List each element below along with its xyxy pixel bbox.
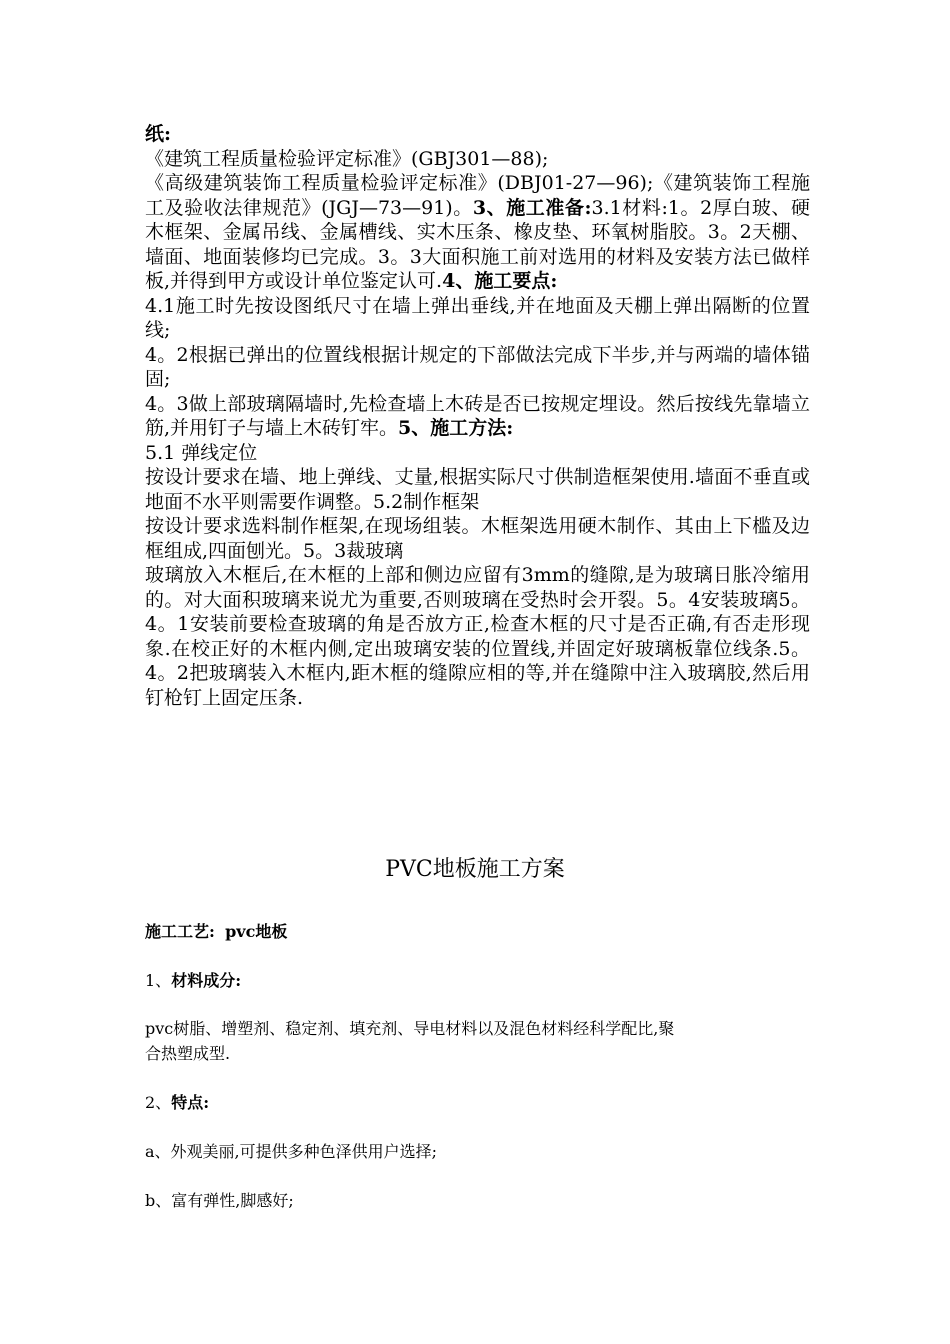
section-heading: 纸:: [145, 123, 172, 145]
item2-number: 2、: [145, 1093, 172, 1112]
heading-preparation: 3、施工准备:: [472, 196, 592, 219]
pvc-floor-title: PVC地板施工方案: [385, 857, 565, 882]
item1-heading: [145, 968, 810, 993]
key-point-4-1: 4.1施工时先按设图纸尺寸在墙上弹出垂线,并在地面及天棚上弹出隔断的位置线;: [145, 294, 810, 341]
item1-label: 材料成分:: [171, 971, 242, 990]
method-5-1-body: 按设计要求在墙、地上弹线、丈量,根据实际尺寸供制造框架使用.墙面不垂直或地面不水平则需要作调整。5.2制作框架: [145, 466, 810, 513]
standard-reference: 《建筑工程质量检验评定标准》(GBJ301—88);: [145, 147, 549, 170]
feature-a: a、外观美丽,可提供多种色泽供用户选择;: [145, 1142, 438, 1161]
method-5-3-body: 玻璃放入木框后,在木框的上部和侧边应留有3mm的缝隙,是为玻璃日胀冷缩用的。对大面积玻璃来说尤为重要,否则玻璃在受热时会开裂。5。4安装玻璃5。4。1安装前要检查玻璃的角是否放方正,检查木框的尺寸是否正确,有否走形现象.在校正好的木框内侧,定出玻璃安装的位置线,并固定好玻璃板靠位线条.5。4。2把玻璃装入木框内,距木框的缝隙应相的等,并在缝隙中注入玻璃胶,然后用钉枪钉上固定压条.: [145, 564, 810, 709]
item1-number: 1、: [145, 971, 172, 990]
key-point-4-3-text: 4。3做上部玻璃隔墙时,先检查墙上木砖是否已按规定埋设。然后按线先靠墙立筋,并用钉子与墙上木砖钉牢。: [145, 392, 810, 439]
preparation-text: 3.1材料:1。2厚白玻、硬木框架、金属吊线、金属槽线、实木压条、橡皮垫、环氧树脂胶。3。2天棚、墙面、地面装修均已完成。3。3大面积施工前对选用的材料及安装方法已做样板,并得到甲方或设计单位鉴定认可.: [145, 196, 811, 292]
item1-body-line-2: 合热塑成型.: [145, 1044, 231, 1063]
method-5-1-heading: 5.1 弹线定位: [145, 441, 258, 464]
item2-heading: [145, 1090, 810, 1115]
feature-b: b、富有弹性,脚感好;: [145, 1191, 294, 1210]
glass-partition-section: [145, 122, 810, 710]
craft-line: [145, 919, 810, 944]
item2-label: 特点:: [171, 1093, 210, 1112]
standards-and-preparation: [145, 171, 810, 294]
key-point-4-3: [145, 392, 810, 441]
item1-body-line-1: pvc树脂、增塑剂、稳定剂、填充剂、导电材料以及混色材料经科学配比,聚: [145, 1019, 675, 1038]
key-point-4-2: 4。2根据已弹出的位置线根据计规定的下部做法完成下半步,并与两端的墙体锚固;: [145, 343, 810, 390]
heading-key-points: 4、施工要点:: [442, 270, 558, 292]
method-5-2-body: 按设计要求选料制作框架,在现场组装。木框架选用硬木制作、其由上下槛及边框组成,四面刨光。5。3裁玻璃: [145, 515, 810, 562]
heading-method: 5、施工方法:: [398, 417, 514, 439]
craft-value: pvc地板: [225, 922, 288, 941]
standards-text: 《高级建筑装饰工程质量检验评定标准》(DBJ01-27—96);《建筑装饰工程施工及验收法律规范》(JGJ—73—91)。: [145, 172, 810, 219]
craft-label: 施工工艺:: [145, 922, 215, 941]
